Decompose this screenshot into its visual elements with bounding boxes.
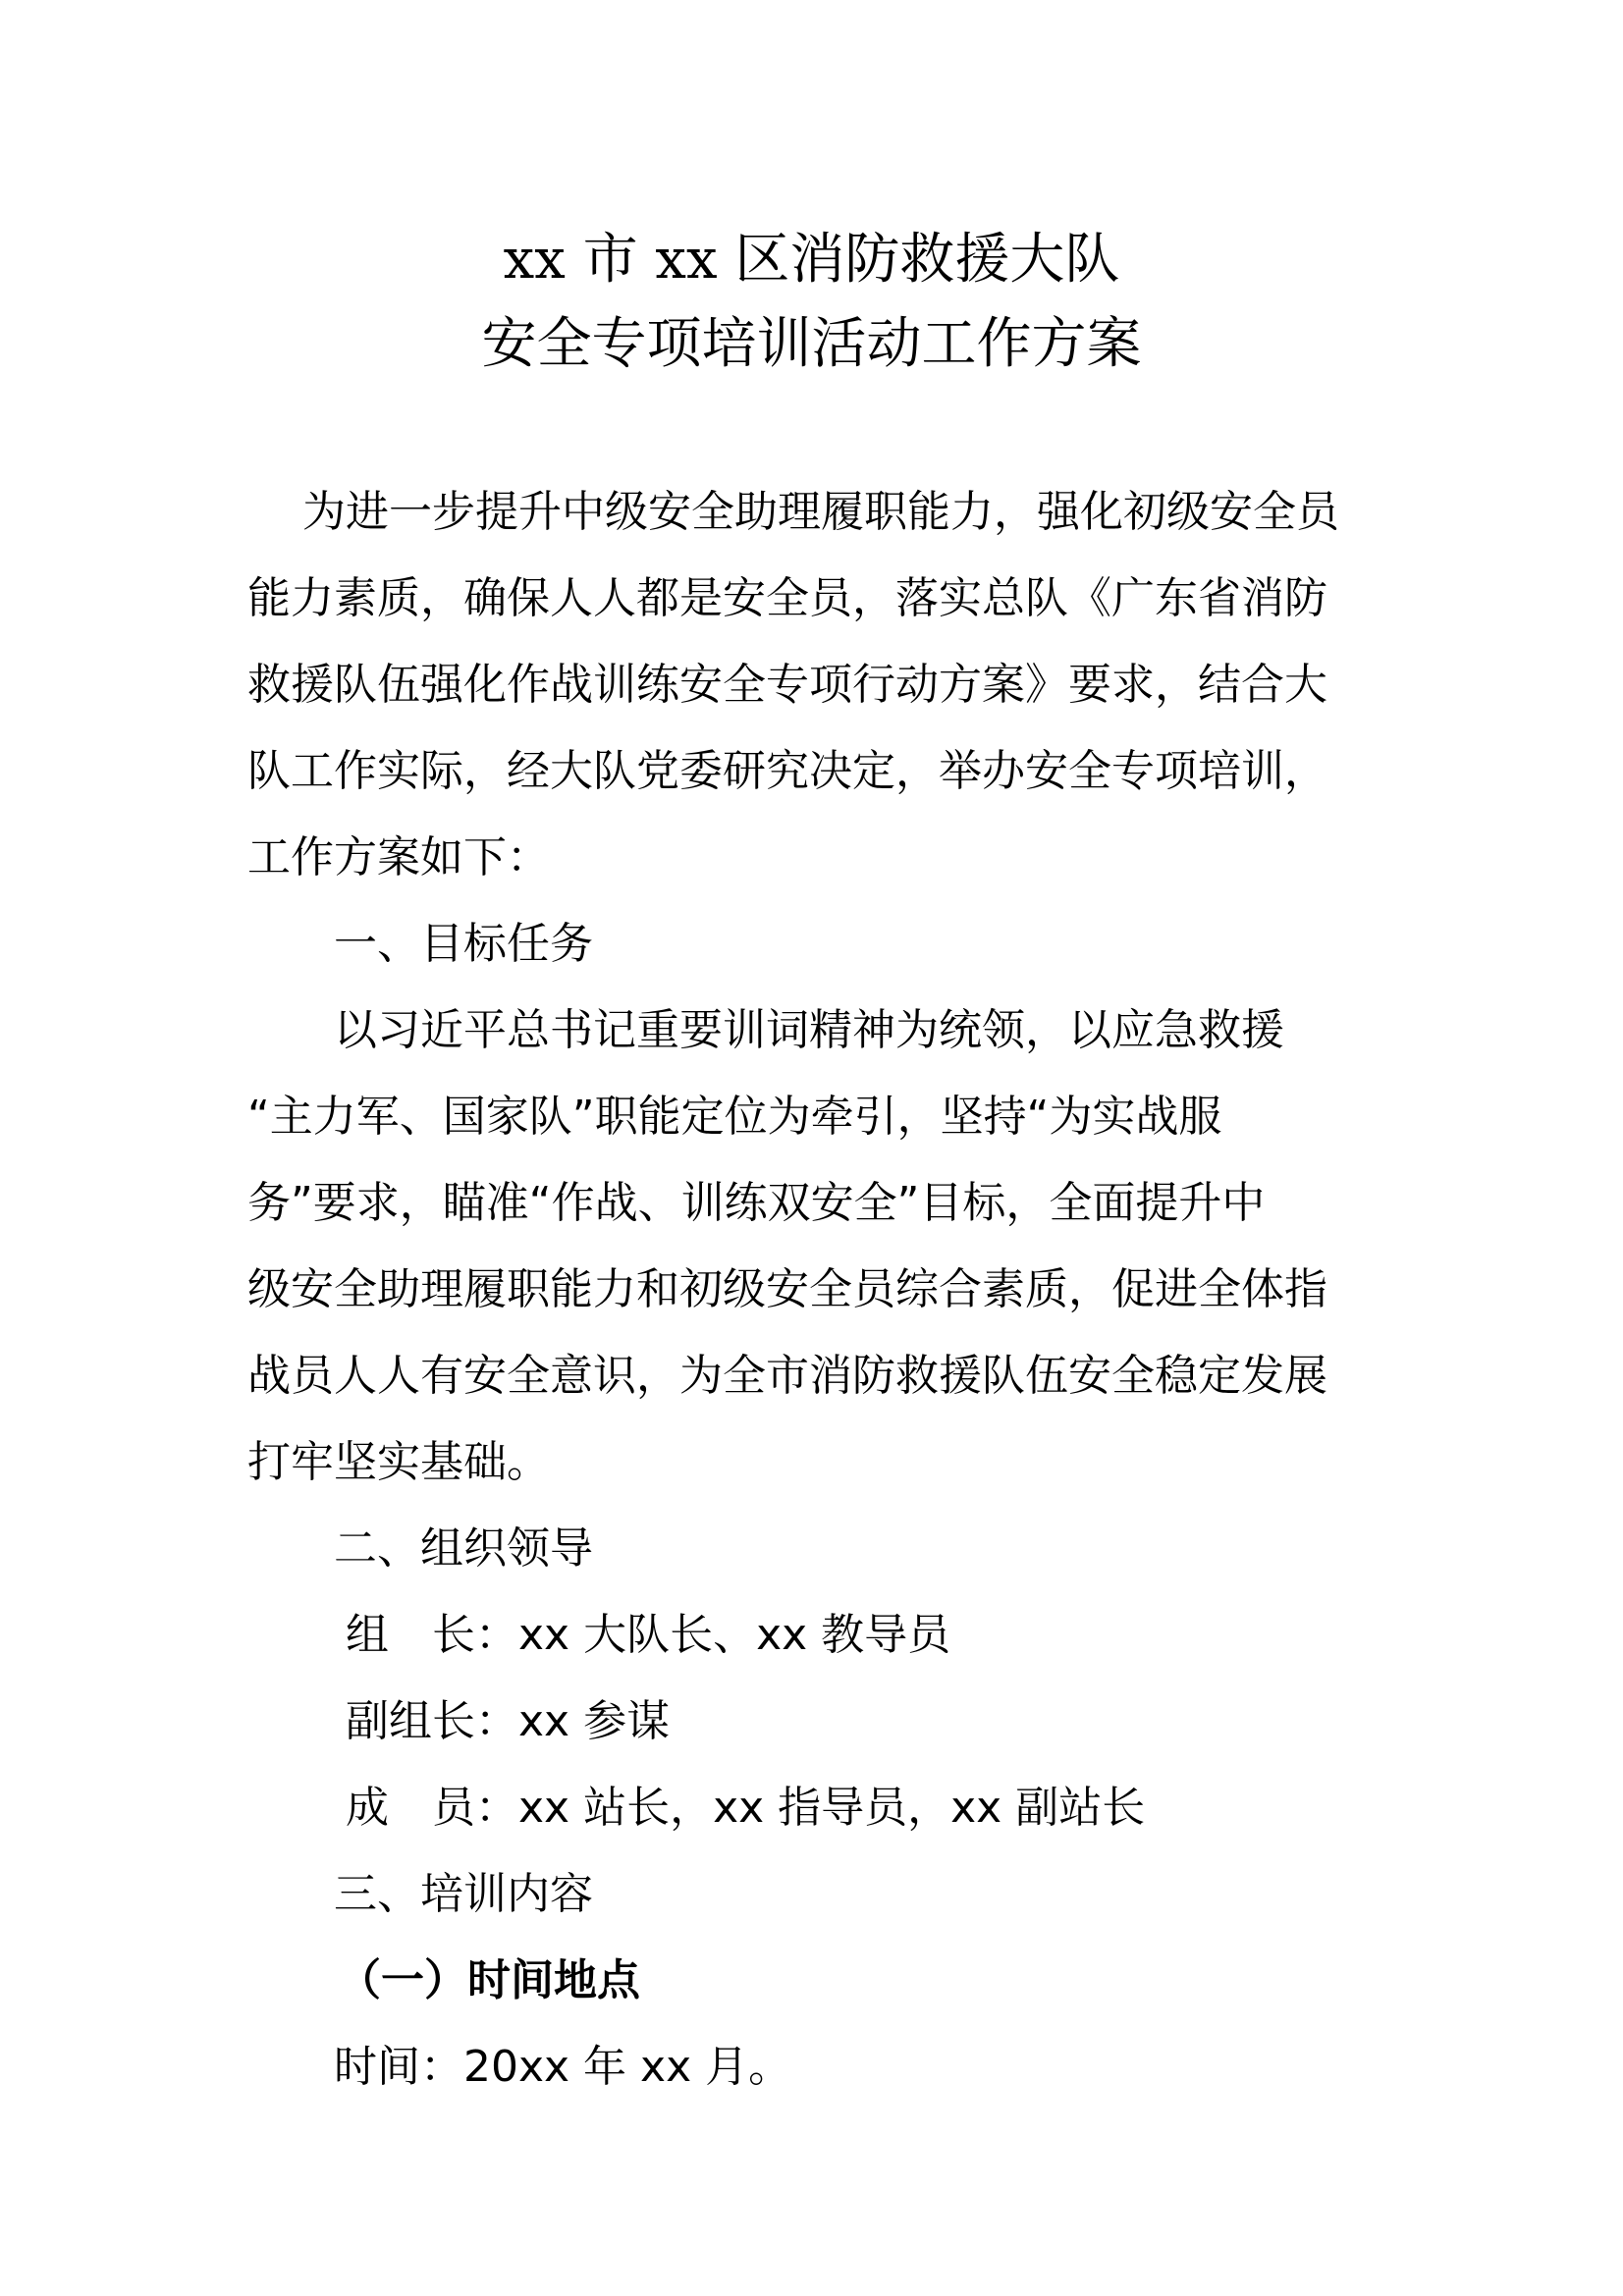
section-heading-training: 三、培训内容 bbox=[334, 1869, 593, 1919]
title-line-1: xx 市 xx 区消防救援大队 bbox=[503, 228, 1120, 292]
intro-paragraph bbox=[247, 469, 1406, 901]
subsection-heading-time-place: （一）时间地点 bbox=[338, 1955, 640, 2005]
org-deputy: 副组长：xx 参谋 bbox=[346, 1696, 671, 1746]
org-leader: 组 长：xx 大队长、xx 教导员 bbox=[346, 1610, 951, 1660]
intro-line: 工作方案如下： bbox=[247, 832, 550, 882]
section-heading-goals: 一、目标任务 bbox=[334, 919, 593, 969]
goals-line: 级安全助理履职能力和初级安全员综合素质，促进全体指 bbox=[247, 1264, 1327, 1314]
title-line-2: 安全专项培训活动工作方案 bbox=[481, 312, 1142, 376]
training-time: 时间：20xx 年 xx 月。 bbox=[334, 2042, 792, 2092]
intro-line: 能力素质，确保人人都是安全员，落实总队《广东省消防 bbox=[247, 573, 1327, 623]
goals-line: 以习近平总书记重要训词精神为统领，以应急救援 bbox=[334, 1005, 1284, 1055]
document-title bbox=[0, 218, 1623, 387]
document-body bbox=[247, 469, 1406, 2110]
goals-paragraph bbox=[247, 988, 1406, 1506]
intro-line: 为进一步提升中级安全助理履职能力，强化初级安全员 bbox=[302, 487, 1339, 537]
intro-line: 救援队伍强化作战训练安全专项行动方案》要求，结合大 bbox=[247, 660, 1327, 710]
goals-line: “主力军、国家队”职能定位为牵引，坚持“为实战服 bbox=[247, 1092, 1222, 1142]
goals-line: 战员人人有安全意识，为全市消防救援队伍安全稳定发展 bbox=[247, 1351, 1327, 1401]
org-members: 成 员：xx 站长，xx 指导员，xx 副站长 bbox=[346, 1783, 1146, 1833]
goals-line: 打牢坚实基础。 bbox=[247, 1437, 550, 1487]
section-heading-organization: 二、组织领导 bbox=[334, 1523, 593, 1574]
intro-line: 队工作实际，经大队党委研究决定，举办安全专项培训， bbox=[247, 746, 1327, 796]
goals-line: 务”要求，瞄准“作战、训练双安全”目标，全面提升中 bbox=[247, 1178, 1266, 1228]
